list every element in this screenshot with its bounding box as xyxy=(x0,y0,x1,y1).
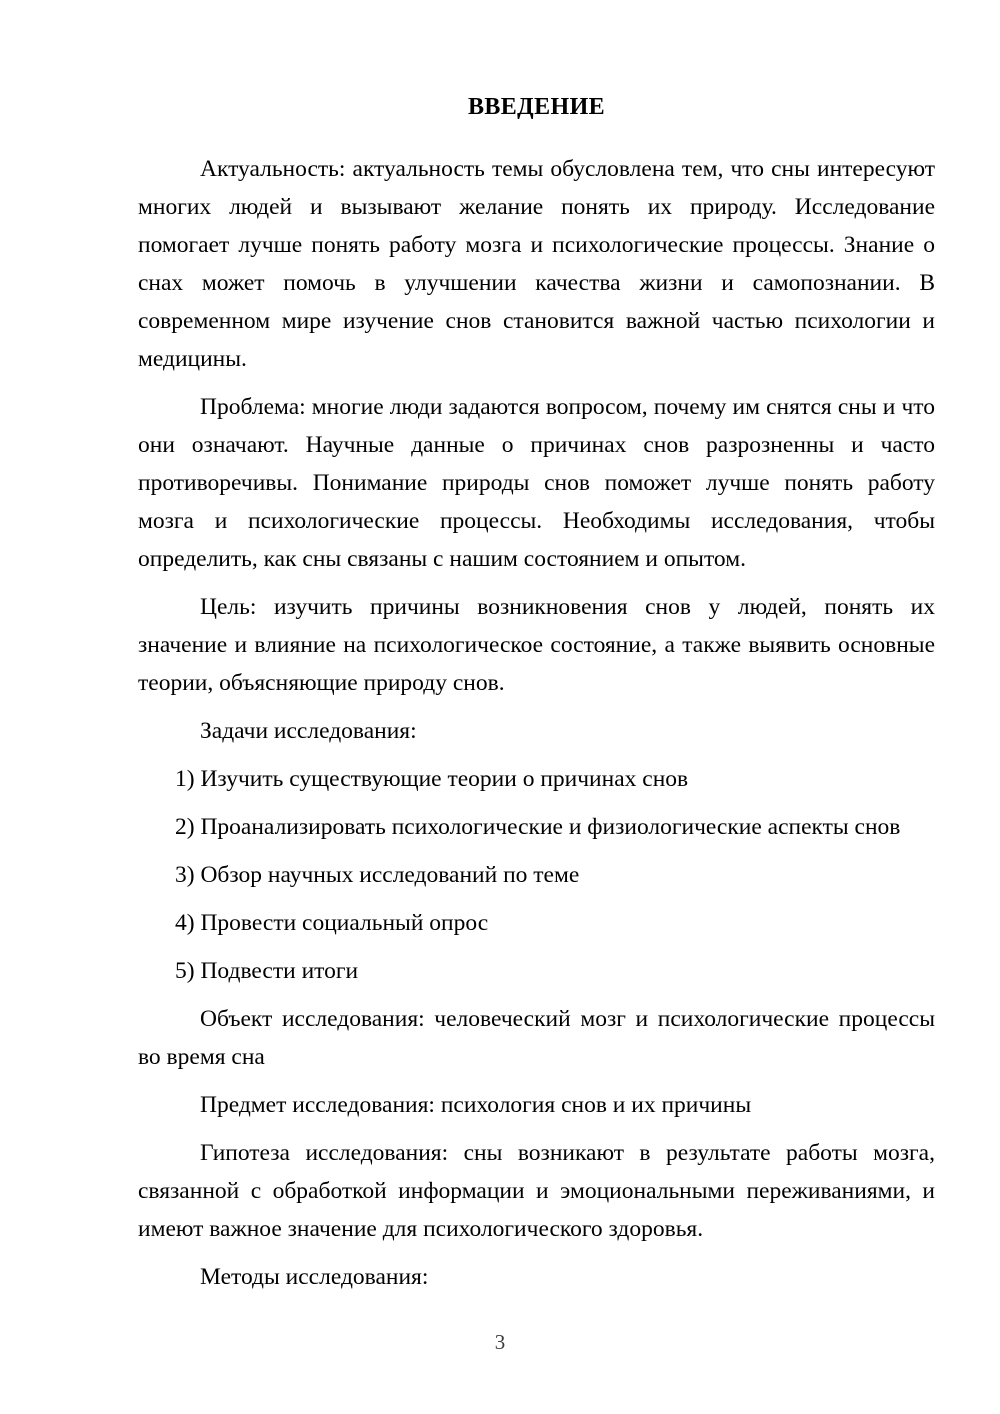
paragraph-object: Объект исследования: человеческий мозг и психологические процессы во время сна xyxy=(138,1006,935,1070)
page-title: ВВЕДЕНИЕ xyxy=(467,94,606,120)
paragraph-relevance: Актуальность: актуальность темы обусловлена тем, что сны интересуют многих людей и вызывают желание понять их природу. Исследование помогает лучше понять работу мозга и психологические процессы. Знание о снах может помочь в улучшении качества жизни и самопознании. В современном мире изучение снов становится важной частью психологии и медицины. xyxy=(138,156,935,372)
task-item-5: 5) Подвести итоги xyxy=(175,958,359,984)
tasks-heading: Задачи исследования: xyxy=(200,718,417,744)
task-item-1: 1) Изучить существующие теории о причинах снов xyxy=(175,766,689,792)
paragraph-goal: Цель: изучить причины возникновения снов у людей, понять их значение и влияние на психологическое состояние, а также выявить основные теории, объясняющие природу снов. xyxy=(138,594,935,696)
paragraph-subject: Предмет исследования: психология снов и их причины xyxy=(200,1092,752,1118)
task-item-3: 3) Обзор научных исследований по теме xyxy=(175,862,580,888)
paragraph-problem: Проблема: многие люди задаются вопросом, почему им снятся сны и что они означают. Научные данные о причинах снов разрозненны и часто противоречивы. Понимание природы снов поможет лучше понять работу мозга и психологические процессы. Необходимы исследования, чтобы определить, как сны связаны с нашим состоянием и опытом. xyxy=(138,394,935,572)
page-content xyxy=(138,88,935,1306)
task-item-2: 2) Проанализировать психологические и физиологические аспекты снов xyxy=(175,814,901,840)
paragraph-hypothesis: Гипотеза исследования: сны возникают в результате работы мозга, связанной с обработкой информации и эмоциональными переживаниями, и имеют важное значение для психологического здоровья. xyxy=(138,1140,935,1242)
task-item-4: 4) Провести социальный опрос xyxy=(175,910,489,936)
methods-heading: Методы исследования: xyxy=(200,1264,429,1290)
page-number: 3 xyxy=(494,1330,506,1354)
